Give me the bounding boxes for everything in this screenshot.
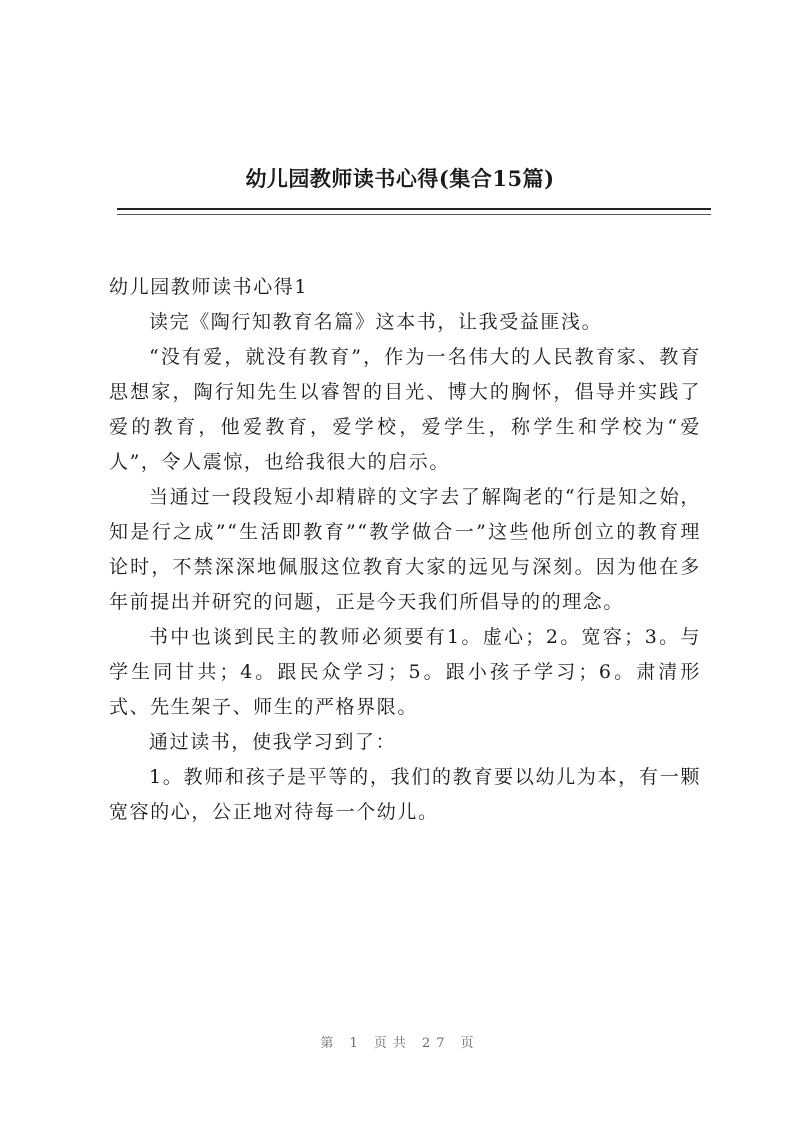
paragraph-3: 当通过一段段短小却精辟的文字去了解陶老的“行是知之始，知是行之成”“生活即教育”“教学做合一”这些他所创立的教育理论时，不禁深深地佩服这位教育大家的远见与深刻。因为他在多年前提出并研究的问题，正是今天我们所倡导的的理念。 [109,486,701,613]
paragraph-5: 通过读书，使我学习到了： [149,731,397,753]
paragraph-4: 书中也谈到民主的教师必须要有1。虚心；2。宽容；3。与学生同甘共；4。跟民众学习；5。跟小孩子学习；6。肃清形式、先生架子、师生的严格界限。 [109,626,701,718]
section-heading: 幼儿园教师读书心得1 [109,276,309,298]
paragraph-6: 1。教师和孩子是平等的，我们的教育要以幼儿为本，有一颗宽容的心，公正地对待每一个幼儿。 [109,766,701,823]
document-body [109,270,701,830]
document-title: 幼儿园教师读书心得(集合15篇) [245,166,555,191]
title-rule-thick [117,208,711,210]
title-rule-thin [117,214,711,215]
page-footer: 第 1 页共 27 页 [320,1036,480,1051]
paragraph-2: “没有爱，就没有教育”，作为一名伟大的人民教育家、教育思想家，陶行知先生以睿智的目光、博大的胸怀，倡导并实践了爱的教育，他爱教育，爱学校，爱学生，称学生和学校为“爱人”，令人震惊，也给我很大的启示。 [109,346,701,473]
paragraph-1: 读完《陶行知教育名篇》这本书，让我受益匪浅。 [149,311,603,333]
